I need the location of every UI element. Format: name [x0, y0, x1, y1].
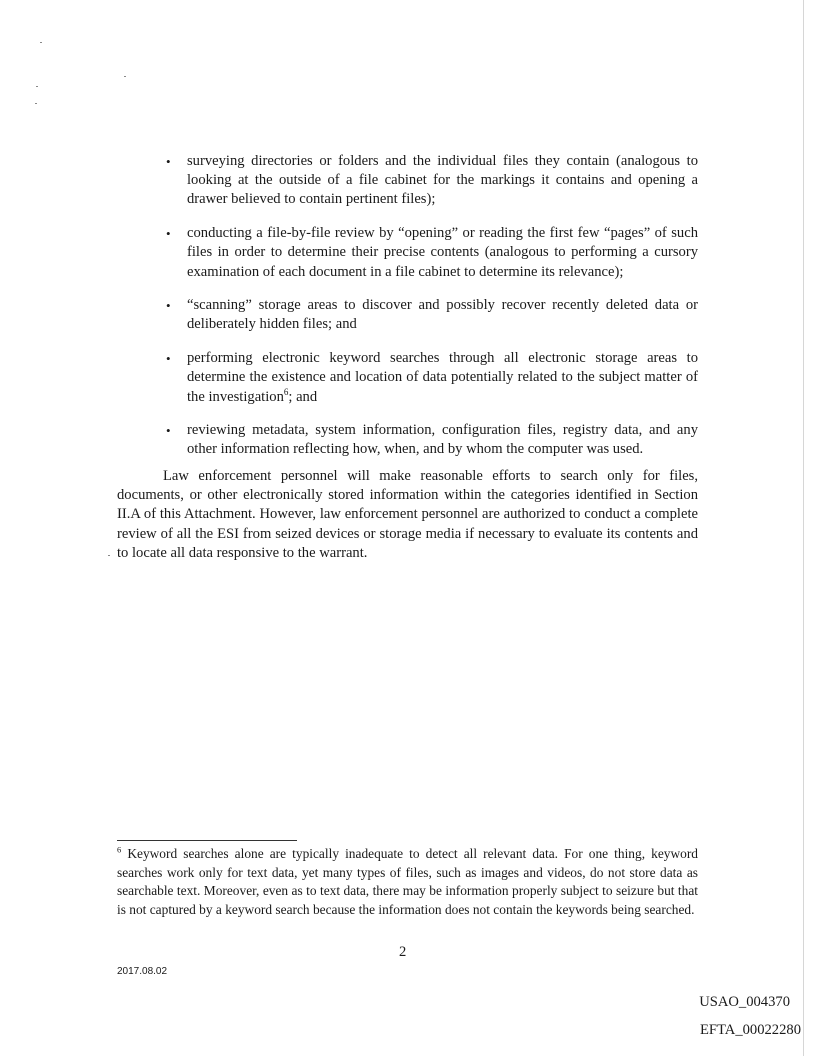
footnote-divider [117, 840, 297, 841]
bullet-text: reviewing metadata, system information, configuration files, registry data, and any other information reflecting how, when, and by whom the computer was used. [187, 422, 698, 458]
efta-number: EFTA_00022280 [700, 1022, 801, 1038]
bullet-text: performing electronic keyword searches through all electronic storage areas to determine the existence and location of data potentially related to the subject matter of the investigation [187, 350, 698, 405]
list-item [166, 349, 698, 407]
bullet-icon: • [166, 226, 171, 242]
page-edge [803, 0, 804, 1056]
scan-speck [35, 103, 37, 104]
bullet-icon: • [166, 154, 171, 169]
bullet-icon: • [166, 423, 171, 439]
bullet-icon: • [166, 351, 171, 367]
footnote-text: Keyword searches alone are typically inadequate to detect all relevant data. For one thing, keyword searches work only for text data, yet many types of files, such as images and videos, do not store data as searchable text. Moreover, even as to text data, there may be information properly subject to seizure but that is not captured by a keyword search because the information does not contain the keywords being searched. [117, 846, 698, 917]
bullet-suffix: ; and [288, 388, 318, 405]
footnote-number: 6 [117, 844, 122, 855]
bullet-text: surveying directories or folders and the individual files they contain (analogous to looking at the outside of a file cabinet for the markings it contains and opening a drawer believed to contain pertinent files); [187, 153, 698, 208]
list-item [166, 224, 698, 282]
scan-speck [36, 86, 38, 87]
search-methods-list [166, 152, 698, 474]
list-item [166, 296, 698, 334]
footnote [117, 845, 698, 919]
page-number: 2 [399, 944, 407, 960]
scan-speck [40, 42, 42, 43]
bates-number: USAO_004370 [699, 994, 790, 1010]
list-item [166, 421, 698, 459]
scan-speck [108, 555, 110, 556]
bullet-text: conducting a file-by-file review by “opening” or reading the first few “pages” of such files in order to determine their precise contents (analogous to performing a cursory examination of each document in a file cabinet to determine its relevance); [187, 225, 698, 280]
body-paragraph: Law enforcement personnel will make reasonable efforts to search only for files, documents, or other electronically stored information within the categories identified in Section II.A of this Attachment. However, law enforcement personnel are authorized to conduct a complete review of all the ESI from seized devices or storage media if necessary to evaluate its contents and to locate all data responsive to the warrant. [117, 468, 698, 561]
footnote-reference: 6 [283, 386, 289, 397]
list-item [166, 152, 698, 210]
scan-speck [124, 76, 126, 77]
bullet-icon: • [166, 298, 171, 314]
bullet-text: “scanning” storage areas to discover and possibly recover recently deleted data or deliberately hidden files; and [187, 297, 698, 333]
date-code: 2017.08.02 [117, 966, 168, 977]
